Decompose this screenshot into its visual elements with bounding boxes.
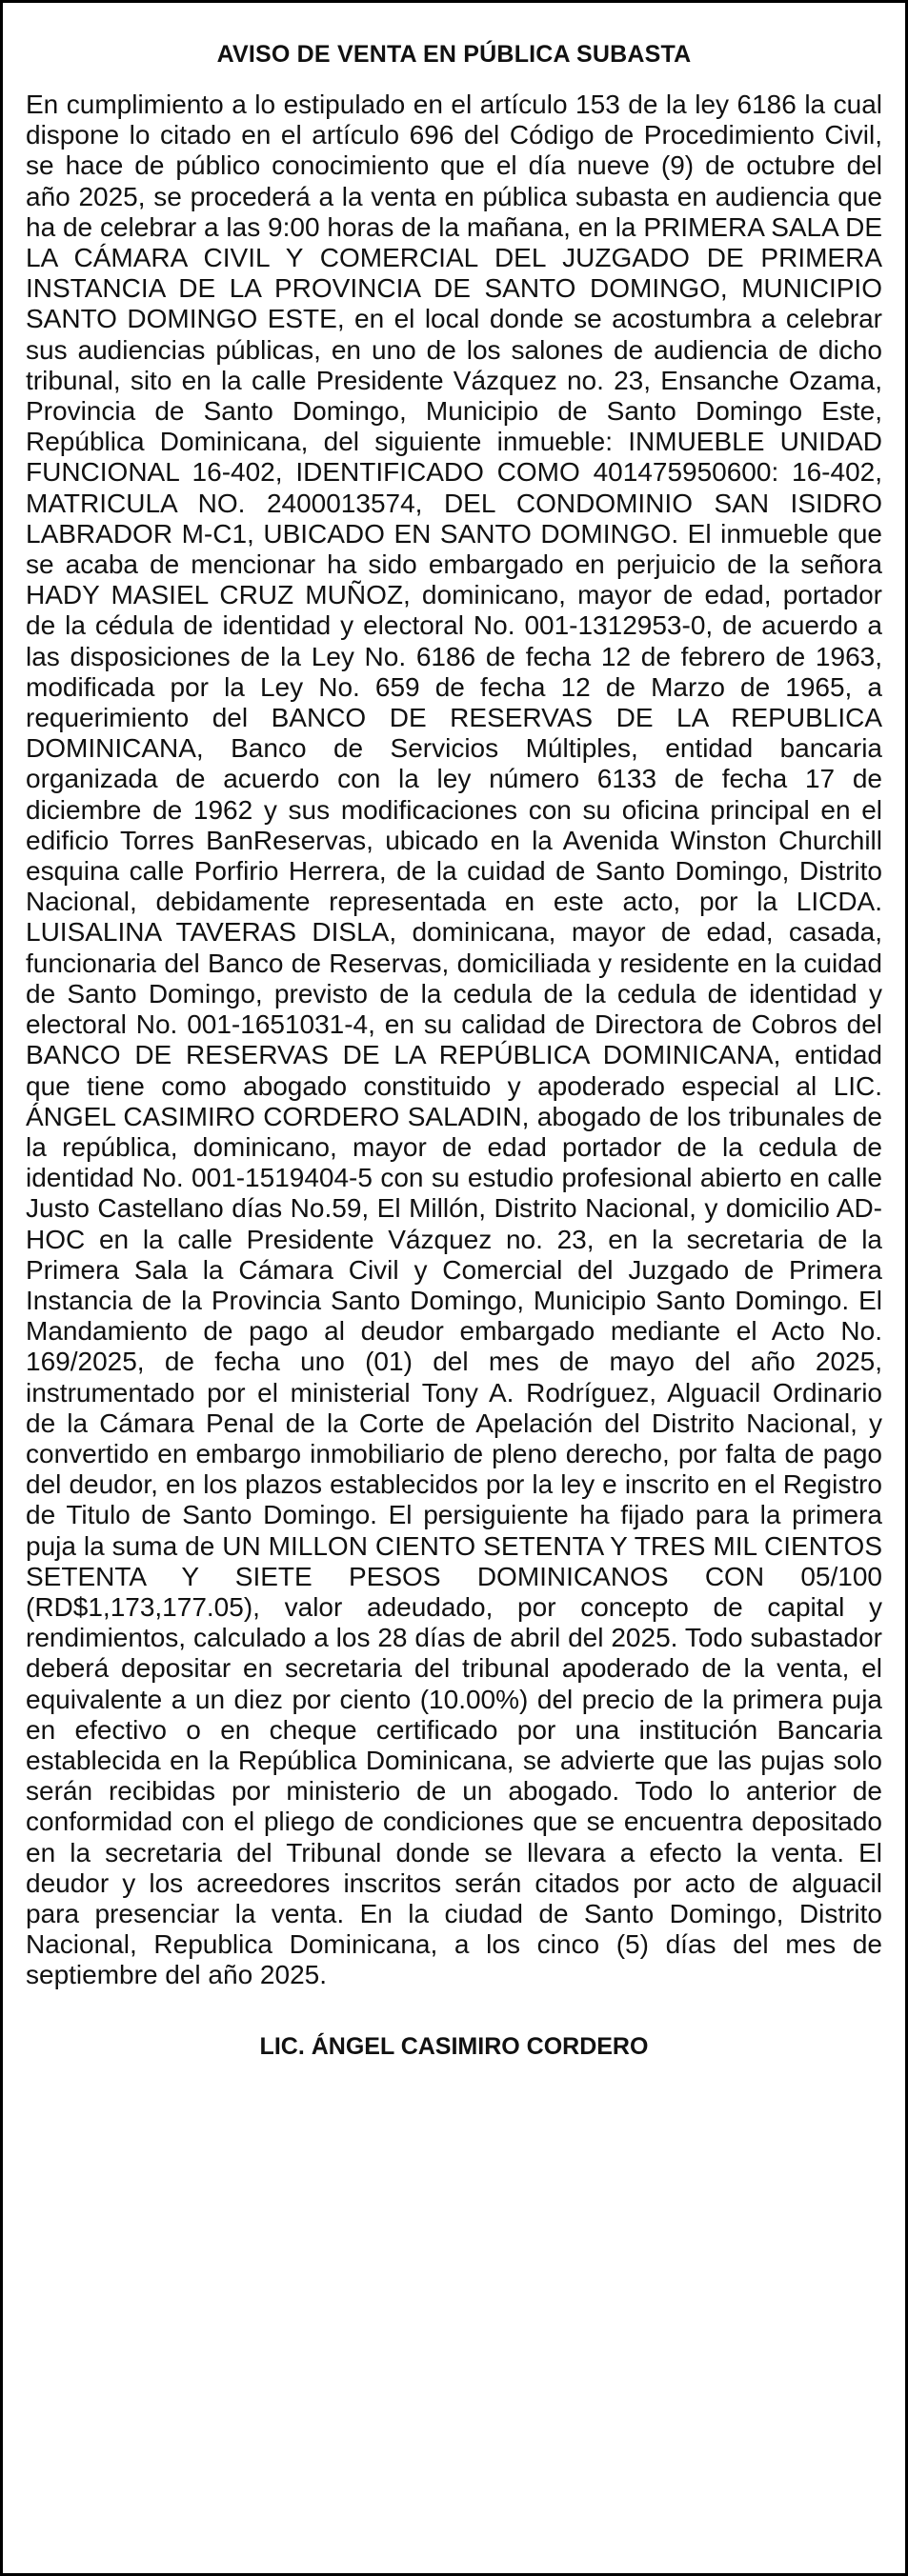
notice-signature: LIC. ÁNGEL CASIMIRO CORDERO xyxy=(259,2032,649,2060)
notice-title: AVISO DE VENTA EN PÚBLICA SUBASTA xyxy=(216,41,692,68)
notice-body: En cumplimiento a lo estipulado en el artículo 153 de la ley 6186 la cual dispone lo citado en el artículo 696 del Código de Procedimiento Civil, se hace de público conocimiento que el día nueve (9) de octubre del año 2025, se procederá a la venta en pública subasta en audiencia que ha de celebrar a las 9:00 horas de la mañana, en la PRIMERA SALA DE LA CÁMARA CIVIL Y COMERCIAL DEL JUZGADO DE PRIMERA INSTANCIA DE LA PROVINCIA DE SANTO DOMINGO, MUNICIPIO SANTO DOMINGO ESTE, en el local donde se acostumbra a celebrar sus audiencias públicas, en uno de los salones de audiencia de dicho tribunal, sito en la calle Presidente Vázquez no. 23, Ensanche Ozama, Provincia de Santo Domingo, Municipio de Santo Domingo Este, República Dominicana, del siguiente inmueble: INMUEBLE UNIDAD FUNCIONAL 16-402, IDENTIFICADO COMO 401475950600: 16-402, MATRICULA NO. 2400013574, DEL CONDOMINIO SAN ISIDRO LABRADOR M-C1, UBICADO EN SANTO DOMINGO. El inmueble que se acaba de mencionar ha sido embargado en perjuicio de la señora HADY MASIEL CRUZ MUÑOZ, dominicano, mayor de edad, portador de la cédula de identidad y electoral No. 001-1312953-0, de acuerdo a las disposiciones de la Ley No. 6186 de fecha 12 de febrero de 1963, modificada por la Ley No. 659 de fecha 12 de Marzo de 1965, a requerimiento del BANCO DE RESERVAS DE LA REPUBLICA DOMINICANA, Banco de Servicios Múltiples, entidad bancaria organizada de acuerdo con la ley número 6133 de fecha 17 de diciembre de 1962 y sus modificaciones con su oficina principal en el edificio Torres BanReservas, ubicado en la Avenida Winston Churchill esquina calle Porfirio Herrera, de la cuidad de Santo Domingo, Distrito Nacional, debidamente representada en este acto, por la LICDA. LUISALINA TAVERAS DISLA, dominicana, mayor de edad, casada, funcionaria del Banco de Reservas, domiciliada y residente en la cuidad de Santo Domingo, previsto de la cedula de la cedula de identidad y electoral No. 001-1651031-4, en su calidad de Directora de Cobros del BANCO DE RESERVAS DE LA REPÚBLICA DOMINICANA, entidad que tiene como abogado constituido y apoderado especial al LIC. ÁNGEL CASIMIRO CORDERO SALADIN, abogado de los tribunales de la república, dominicano, mayor de edad portador de la cedula de identidad No. 001-1519404-5 con su estudio profesional abierto en calle Justo Castellano días No.59, El Millón, Distrito Nacional, y domicilio AD-HOC en la calle Presidente Vázquez no. 23, en la secretaria de la Primera Sala la Cámara Civil y Comercial del Juzgado de Primera Instancia de la Provincia Santo Domingo, Municipio Santo Domingo. El Mandamiento de pago al deudor embargado mediante el Acto No. 169/2025, de fecha uno (01) del mes de mayo del año 2025, instrumentado por el ministerial Tony A. Rodríguez, Alguacil Ordinario de la Cámara Penal de la Corte de Apelación del Distrito Nacional, y convertido en embargo inmobiliario de pleno derecho, por falta de pago del deudor, en los plazos establecidos por la ley e inscrito en el Registro de Titulo de Santo Domingo. El persiguiente ha fijado para la primera puja la suma de UN MILLON CIENTO SETENTA Y TRES MIL CIENTOS SETENTA Y SIETE PESOS DOMINICANOS CON 05/100 (RD$1,173,177.05), valor adeudado, por concepto de capital y rendimientos, calculado a los 28 días de abril del 2025. Todo subastador deberá depositar en secretaria del tribunal apoderado de la venta, el equivalente a un diez por ciento (10.00%) del precio de la primera puja en efectivo o en cheque certificado por una institución Bancaria establecida en la República Dominicana, se advierte que las pujas solo serán recibidas por ministerio de un abogado. Todo lo anterior de conformidad con el pliego de condiciones que se encuentra depositado en la secretaria del Tribunal donde se llevara a efecto la venta. El deudor y los acreedores inscritos serán citados por acto de alguacil para presenciar la venta. En la ciudad de Santo Domingo, Distrito Nacional, Republica Dominicana, a los cinco (5) días del mes de septiembre del año 2025. xyxy=(26,90,882,1990)
